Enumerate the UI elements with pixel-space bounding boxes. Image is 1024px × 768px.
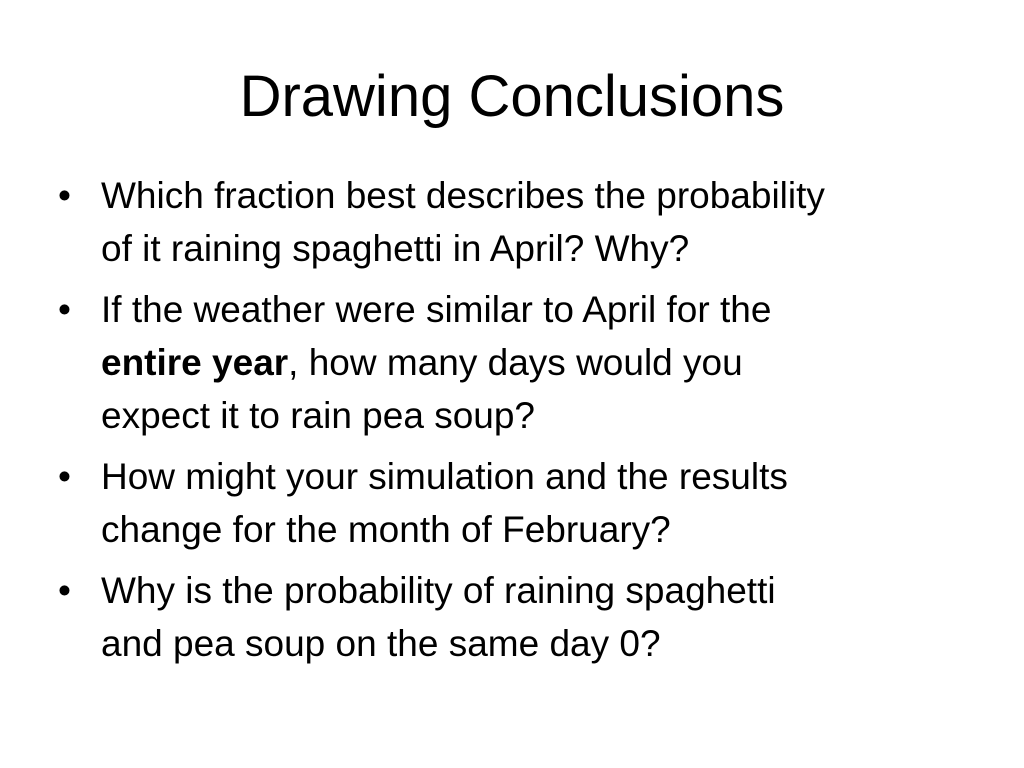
bullet-marker: • — [58, 175, 71, 216]
bullet-line: If the weather were similar to April for the — [101, 289, 772, 330]
slide-title: Drawing Conclusions — [239, 64, 785, 129]
bullet-item — [58, 283, 958, 442]
bullet-line: Why is the probability of raining spaghetti — [101, 570, 776, 611]
bullet-marker: • — [58, 289, 71, 330]
bullet-line: expect it to rain pea soup? — [101, 395, 536, 436]
bullet-line: How might your simulation and the results — [101, 456, 788, 497]
bullet-line: , how many days would you — [288, 342, 743, 383]
bullet-line: and pea soup on the same day 0? — [101, 623, 661, 664]
bullet-marker: • — [58, 570, 71, 611]
emphasized-text: entire year — [101, 342, 289, 383]
bullet-line: Which fraction best describes the probability — [101, 175, 825, 216]
bullet-marker: • — [58, 456, 71, 497]
bullet-list — [58, 169, 958, 678]
bullet-item — [58, 450, 958, 556]
bullet-item — [58, 169, 958, 275]
bullet-item — [58, 564, 958, 670]
bullet-line: change for the month of February? — [101, 509, 671, 550]
bullet-line: of it raining spaghetti in April? Why? — [101, 228, 690, 269]
